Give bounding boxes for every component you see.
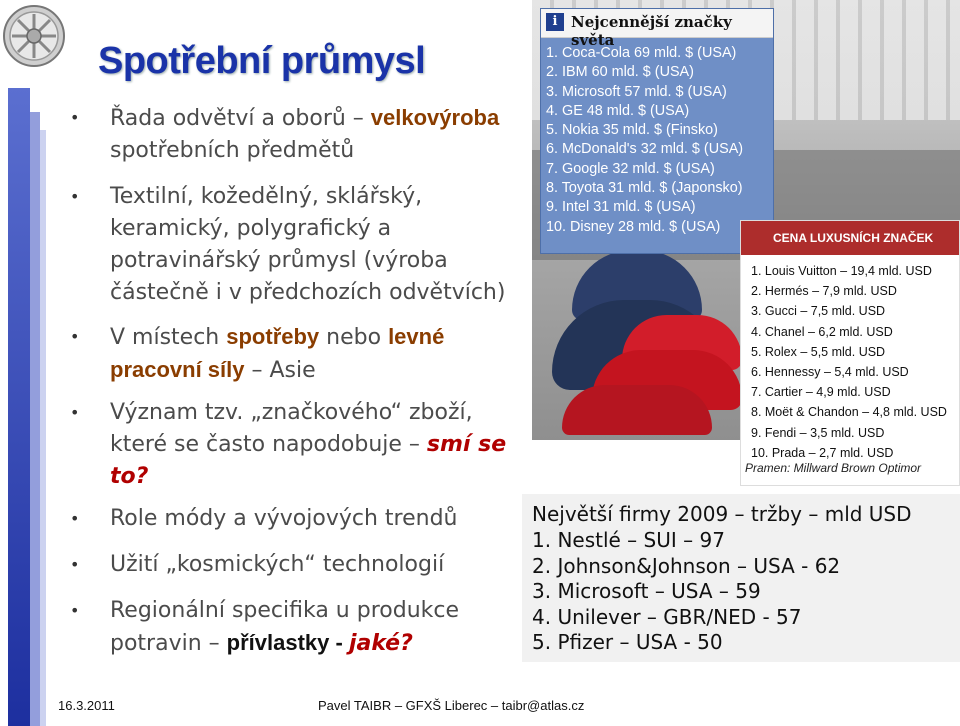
list-item: 1. Louis Vuitton – 19,4 mld. USD bbox=[751, 264, 932, 278]
list-item: 5. Rolex – 5,5 mld. USD bbox=[751, 344, 886, 359]
list-item: 5. Nokia 35 mld. $ (Finsko) bbox=[546, 122, 718, 139]
wheel-logo-icon bbox=[2, 4, 66, 68]
left-decor-bar-2 bbox=[30, 112, 40, 726]
list-item: 3. Microsoft – USA – 59 bbox=[532, 579, 761, 603]
world-brands-title: Nejcennější značky světa bbox=[571, 13, 732, 49]
bullet-brands: • Význam tzv. „značkového“ zboží, které se často napodobuje – smí se to? bbox=[70, 397, 530, 493]
list-item: 6. McDonald's 32 mld. $ (USA) bbox=[546, 141, 744, 158]
luxury-brands-list bbox=[741, 255, 959, 463]
list-item: 2. Johnson&Johnson – USA - 62 bbox=[532, 553, 841, 578]
bullet-fashion: • Role módy a vývojových trendů bbox=[70, 503, 530, 535]
bullet-space-tech: • Užití „kosmických“ technologií bbox=[70, 549, 530, 581]
list-item: 2. IBM 60 mld. $ (USA) bbox=[546, 64, 694, 81]
bullet-industries: • Textilní, kožedělný, sklářský, keramický, polygrafický a potravinářský průmysl (výroba částečně i v předchozích odvětvích) bbox=[70, 181, 530, 309]
left-decor-bar bbox=[8, 88, 30, 726]
list-item: 1. Nestlé – SUI – 97 bbox=[532, 528, 725, 552]
list-item: 8. Toyota 31 mld. $ (Japonsko) bbox=[546, 180, 743, 197]
list-item: 10. Disney 28 mld. $ (USA) bbox=[546, 218, 721, 235]
list-item: 7. Google 32 mld. $ (USA) bbox=[546, 160, 715, 177]
largest-firms-list bbox=[532, 528, 840, 656]
photo-red-cap-3 bbox=[562, 385, 712, 435]
list-item: 8. Moët & Chandon – 4,8 mld. USD bbox=[751, 405, 947, 420]
list-item: 9. Fendi – 3,5 mld. USD bbox=[751, 425, 885, 440]
luxury-brands-header: CENA LUXUSNÍCH ZNAČEK bbox=[741, 221, 959, 255]
list-item: 5. Pfizer – USA - 50 bbox=[532, 630, 723, 654]
largest-firms-box bbox=[522, 494, 960, 662]
list-item: 7. Cartier – 4,9 mld. USD bbox=[751, 385, 891, 400]
list-item: 4. Unilever – GBR/NED - 57 bbox=[532, 604, 802, 629]
left-decor-bar-3 bbox=[40, 130, 46, 726]
list-item: 3. Microsoft 57 mld. $ (USA) bbox=[546, 83, 727, 100]
slide-title: Spotřební průmysl bbox=[98, 40, 426, 82]
footer-author: Pavel TAIBR – GFXŠ Liberec – taibr@atlas.cz bbox=[318, 698, 585, 713]
world-brands-header bbox=[541, 9, 773, 49]
largest-firms-title: Největší firmy 2009 – tržby – mld USD bbox=[532, 502, 912, 526]
luxury-source: Pramen: Millward Brown Optimor bbox=[745, 461, 922, 475]
list-item: 6. Hennessy – 5,4 mld. USD bbox=[751, 365, 909, 380]
bullet-location: • V místech spotřeby nebo levné pracovní síly – Asie bbox=[70, 321, 530, 387]
footer-date: 16.3.2011 bbox=[58, 698, 115, 713]
list-item: 4. Chanel – 6,2 mld. USD bbox=[751, 324, 893, 339]
list-item: 3. Gucci – 7,5 mld. USD bbox=[751, 304, 886, 319]
list-item: 10. Prada – 2,7 mld. USD bbox=[751, 445, 894, 460]
list-item: 1. Coca-Cola 69 mld. $ (USA) bbox=[546, 45, 737, 61]
info-icon: i bbox=[546, 13, 564, 31]
bullet-mass-production: • Řada odvětví a oborů – velkovýroba spotřebních předmětů bbox=[70, 102, 530, 167]
bullet-regional-food: • Regionální specifika u produkce potravin – přívlastky - jaké? bbox=[70, 595, 530, 660]
world-brands-list bbox=[541, 38, 773, 237]
list-item: 2. Hermés – 7,9 mld. USD bbox=[751, 284, 897, 299]
world-brands-panel bbox=[540, 8, 774, 254]
list-item: 9. Intel 31 mld. $ (USA) bbox=[546, 199, 696, 216]
bullet-list bbox=[70, 102, 530, 660]
luxury-brands-panel bbox=[740, 220, 960, 486]
list-item: 4. GE 48 mld. $ (USA) bbox=[546, 102, 690, 119]
